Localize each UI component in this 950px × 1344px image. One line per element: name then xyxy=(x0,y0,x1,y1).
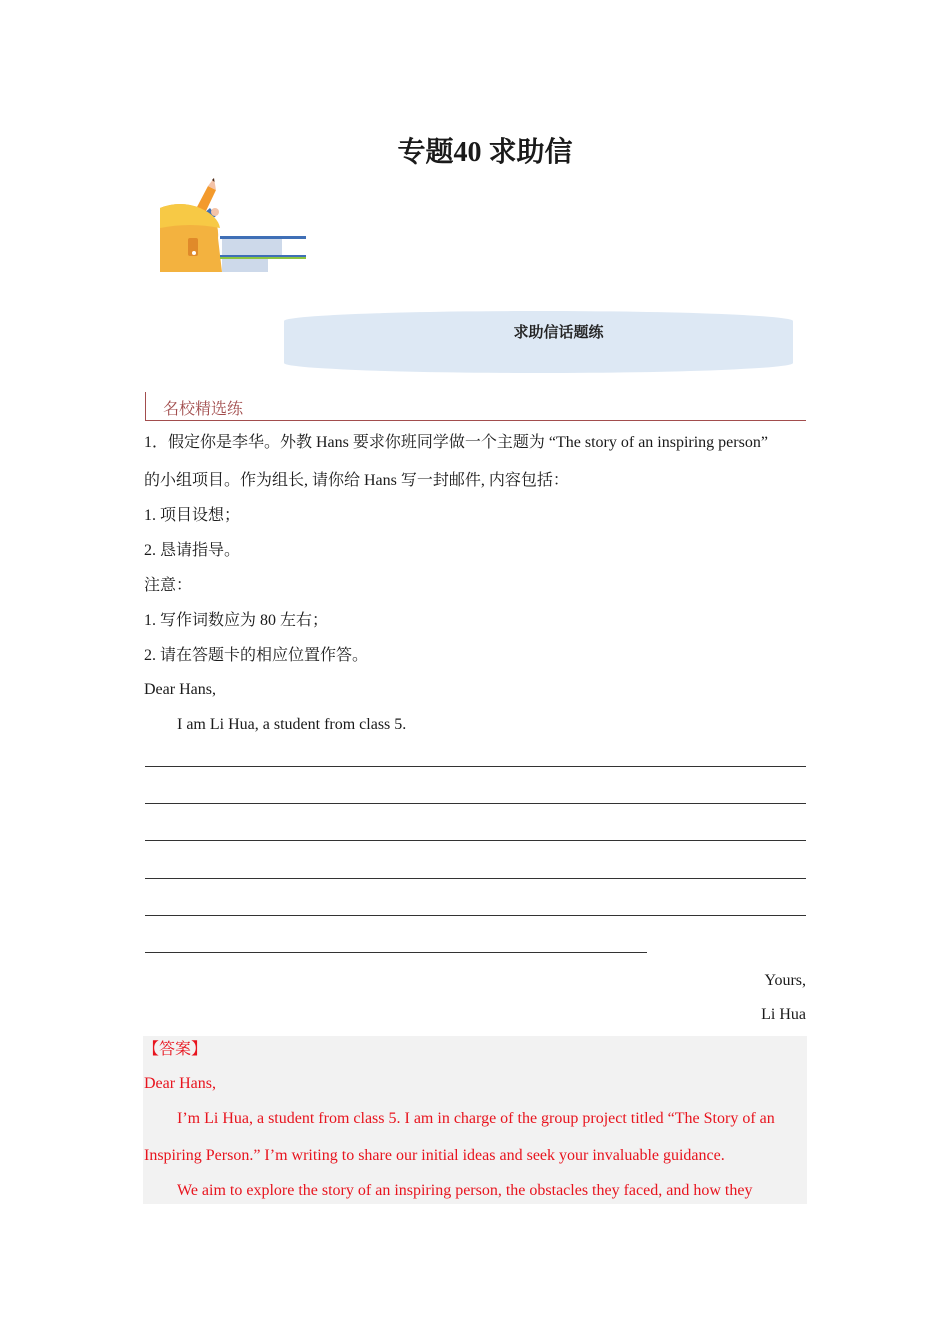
letter-closing: Yours, xyxy=(764,972,806,989)
answer-blank-line[interactable] xyxy=(145,915,806,916)
page-title: 专题40 求助信 xyxy=(397,137,573,168)
section-heading xyxy=(145,392,806,421)
answer-paragraph-1-line-1: I’m Li Hua, a student from class 5. I am in charge of the group project titled “The Story of an xyxy=(177,1110,775,1127)
answer-paragraph-1-line-2: Inspiring Person.” I’m writing to share our initial ideas and seek your invaluable guidance. xyxy=(144,1147,725,1164)
question-point-1: 1. 项目设想； xyxy=(144,507,241,524)
answer-paragraph-2-line-1: We aim to explore the story of an inspiring person, the obstacles they faced, and how they xyxy=(177,1182,753,1199)
school-supplies-illustration-icon xyxy=(160,178,308,272)
notes-label: 注意： xyxy=(144,577,193,594)
question-point-2: 2. 恳请指导。 xyxy=(144,542,241,559)
note-2: 2. 请在答题卡的相应位置作答。 xyxy=(144,647,369,664)
answer-blank-line[interactable] xyxy=(145,766,806,767)
answer-blank-line[interactable] xyxy=(145,840,806,841)
answer-blank-line[interactable] xyxy=(145,952,647,953)
answer-salutation: Dear Hans, xyxy=(144,1075,216,1092)
letter-salutation: Dear Hans, xyxy=(144,681,216,698)
section-heading-text: 名校精选练 xyxy=(163,399,244,418)
answer-blank-line[interactable] xyxy=(145,878,806,879)
question-line-2: 的小组项目。作为组长, 请你给 Hans 写一封邮件, 内容包括： xyxy=(144,472,569,489)
note-1: 1. 写作词数应为 80 左右； xyxy=(144,612,329,629)
topic-banner xyxy=(284,311,793,373)
question-line-1: 1．假定你是李华。外教 Hans 要求你班同学做一个主题为 “The story of an inspiring person” xyxy=(144,434,768,451)
letter-opening: I am Li Hua, a student from class 5. xyxy=(177,716,407,733)
letter-signature: Li Hua xyxy=(761,1006,806,1023)
answer-blank-line[interactable] xyxy=(145,803,806,804)
answer-label: 【答案】 xyxy=(143,1041,208,1058)
banner-text: 求助信话题练 xyxy=(513,323,604,341)
